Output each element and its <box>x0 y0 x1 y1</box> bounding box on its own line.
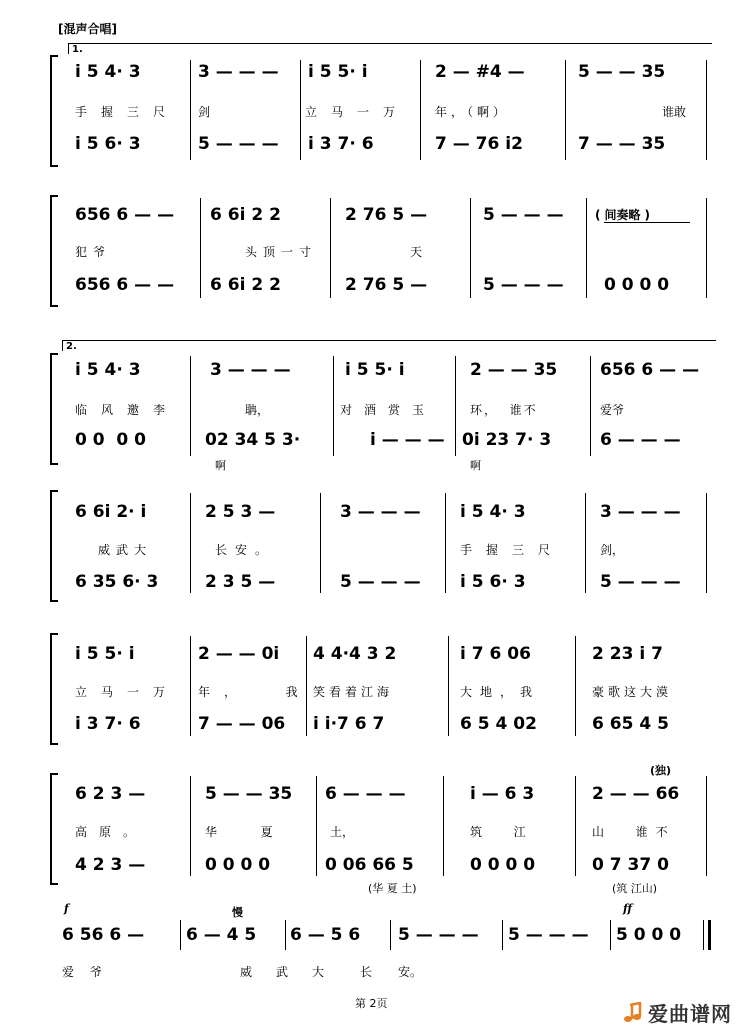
lower-note: (华 夏 土) <box>368 882 417 895</box>
lower-voice-measure: 2 3 5 — <box>205 572 276 592</box>
lower-voice-measure: 6 6i 2 2 <box>210 275 281 295</box>
barline <box>565 60 566 160</box>
dynamic-fortissimo: ff <box>623 902 633 915</box>
upper-voice-measure: 5 — — 35 <box>578 62 666 82</box>
lyric-line: 高原。 <box>75 825 148 839</box>
lower-voice-measure: 7 — — 35 <box>578 134 666 154</box>
lower-voice-measure: 5 — — — <box>340 572 421 592</box>
barline <box>300 60 301 160</box>
lower-voice-measure: 0i 23 7· 3 <box>462 430 552 450</box>
lyric-line: 年， 我 <box>198 685 312 699</box>
upper-voice-measure: i 5 5· i <box>75 644 135 664</box>
lower-voice-measure: 0 0 0 0 <box>604 275 670 295</box>
lyric-line: 年，（啊） <box>435 105 510 119</box>
lower-note: (筑 江山) <box>612 882 658 895</box>
aah-note: 啊 <box>215 459 226 472</box>
lyric-line: 立马一万 <box>75 685 180 699</box>
lyric-line: 威武大 <box>98 543 153 557</box>
lyric-line: 剑， <box>600 543 625 557</box>
lyric-line: 立马一万 <box>305 105 410 119</box>
barline <box>585 493 586 593</box>
upper-voice-measure: 5 — — 35 <box>205 784 293 804</box>
barline <box>190 776 191 876</box>
lyric-line: 剑 <box>198 105 211 119</box>
lyric-line: 长 <box>360 965 373 979</box>
lyric-line: 环， 谁不 <box>470 403 538 417</box>
lower-voice-measure: 4 2 3 — <box>75 855 146 875</box>
lower-voice-measure: 2 76 5 — <box>345 275 428 295</box>
lower-voice-measure: 02 34 5 3· <box>205 430 301 450</box>
final-measure: 6 — 4 5 <box>186 925 257 945</box>
upper-voice-measure: 3 — — — <box>600 502 681 522</box>
upper-voice-measure: i 5 4· 3 <box>460 502 526 522</box>
lower-voice-measure: 6 65 4 5 <box>592 714 669 734</box>
upper-voice-measure: 2 — — 0i <box>198 644 280 664</box>
barline <box>706 198 707 298</box>
logo-text: 爱曲谱网 <box>648 1002 732 1026</box>
lyric-line: 山 谁不 <box>592 825 676 839</box>
upper-voice-measure: i 5 5· i <box>345 360 405 380</box>
lower-voice-measure: i — — — <box>370 430 445 450</box>
lyric-line: 临风邀李 <box>75 403 180 417</box>
barline <box>445 493 446 593</box>
upper-voice-measure: 2 — — 66 <box>592 784 680 804</box>
staff-bracket <box>50 55 58 167</box>
lower-voice-measure: 0 7 37 0 <box>592 855 669 875</box>
barline <box>610 920 611 950</box>
barline <box>190 636 191 736</box>
staff-bracket <box>50 195 58 307</box>
staff-bracket <box>50 353 58 465</box>
barline <box>420 60 421 160</box>
lower-voice-measure: 0 06 66 5 <box>325 855 414 875</box>
final-measure: 6 — 5 6 <box>290 925 361 945</box>
barline <box>200 198 201 298</box>
barline <box>586 198 587 298</box>
lyric-line: 手握三尺 <box>75 105 180 119</box>
staff-bracket <box>50 633 58 745</box>
site-logo <box>622 998 732 1027</box>
lower-voice-measure: 0 0 0 0 <box>205 855 271 875</box>
music-note-icon <box>622 1002 644 1024</box>
upper-voice-measure: 3 — — — <box>340 502 421 522</box>
barline <box>706 493 707 593</box>
upper-voice-measure: i 5 4· 3 <box>75 360 141 380</box>
lyric-line: 威武大 <box>240 965 349 979</box>
volta-first: 1. <box>68 43 712 54</box>
lyric-line: 大地，我 <box>460 685 541 699</box>
staff-bracket <box>50 490 58 602</box>
upper-voice-measure: i — 6 3 <box>470 784 535 804</box>
lower-voice-measure: 0 0 0 0 <box>470 855 536 875</box>
lower-voice-measure: 6 35 6· 3 <box>75 572 159 592</box>
lyric-line: 手握三尺 <box>460 543 565 557</box>
upper-voice-measure: 2 — #4 — <box>435 62 525 82</box>
barline <box>333 356 334 456</box>
lyric-line: 头顶一寸 <box>245 245 318 259</box>
barline <box>316 776 317 876</box>
barline <box>575 776 576 876</box>
lower-voice-measure: i 3 7· 6 <box>308 134 374 154</box>
upper-voice-measure: 6 2 3 — <box>75 784 146 804</box>
lyric-line: 筑 江 <box>470 825 534 839</box>
lyric-line: 笑看着江海 <box>313 685 394 699</box>
lower-voice-measure: 0 0 0 0 <box>75 430 146 450</box>
upper-voice-measure: 6 — — — <box>325 784 406 804</box>
barline <box>390 920 391 950</box>
barline <box>180 920 181 950</box>
final-measure: 5 0 0 0 <box>616 925 682 945</box>
upper-voice-measure: 3 — — — <box>198 62 279 82</box>
lower-voice-measure: 5 — — — <box>198 134 279 154</box>
upper-voice-measure: 2 23 i 7 <box>592 644 663 664</box>
barline <box>448 636 449 736</box>
barline <box>706 60 707 160</box>
aah-note: 啊 <box>470 459 481 472</box>
barline <box>285 920 286 950</box>
lyric-line: 谁敢 <box>662 105 687 119</box>
lyric-line: 长安。 <box>215 543 276 557</box>
lower-voice-measure: 6 5 4 02 <box>460 714 537 734</box>
final-measure: 6 56 6 — <box>62 925 145 945</box>
upper-voice-measure: i 5 5· i <box>308 62 368 82</box>
upper-voice-measure: 4 4·4 3 2 <box>313 644 397 664</box>
lower-voice-measure: 7 — 76 i2 <box>435 134 523 154</box>
upper-voice-measure: 5 — — — <box>483 205 564 225</box>
upper-voice-measure: i 5 4· 3 <box>75 62 141 82</box>
final-barline <box>703 920 711 950</box>
barline <box>455 356 456 456</box>
lower-voice-measure: i i·7 6 7 <box>313 714 385 734</box>
barline <box>590 356 591 456</box>
section-label: [混声合唱] <box>58 22 117 36</box>
page-number: 第 2页 <box>355 997 388 1010</box>
lower-voice-measure: i 3 7· 6 <box>75 714 141 734</box>
lyric-line: 天 <box>410 245 423 259</box>
barline <box>575 636 576 736</box>
volta-second: 2. <box>62 340 716 351</box>
staff-bracket <box>50 773 58 885</box>
barline <box>443 776 444 876</box>
upper-voice-measure: 2 5 3 — <box>205 502 276 522</box>
lyric-line: 爱 爷 <box>62 965 108 979</box>
lower-voice-measure: 5 — — — <box>600 572 681 592</box>
upper-voice-measure: 2 — — 35 <box>470 360 558 380</box>
barline <box>190 493 191 593</box>
lyric-line: 对酒赏玉 <box>340 403 437 417</box>
barline <box>190 356 191 456</box>
upper-voice-measure: 2 76 5 — <box>345 205 428 225</box>
lower-voice-measure: 656 6 — — <box>75 275 175 295</box>
solo-mark: (独) <box>650 764 672 777</box>
barline <box>330 198 331 298</box>
barline <box>190 60 191 160</box>
lyric-line: 聃， <box>245 403 270 417</box>
lower-voice-measure: i 5 6· 3 <box>460 572 526 592</box>
lyric-line: 犯爷 <box>75 245 112 259</box>
barline <box>502 920 503 950</box>
barline <box>320 493 321 593</box>
lower-voice-measure: i 5 6· 3 <box>75 134 141 154</box>
tempo-slow: 慢 <box>232 906 243 919</box>
upper-voice-measure: 6 6i 2· i <box>75 502 147 522</box>
barline <box>470 198 471 298</box>
interlude-note: ( 间奏略 ) <box>595 208 650 222</box>
lower-voice-measure: 6 — — — <box>600 430 681 450</box>
dynamic-forte: f <box>64 902 69 915</box>
upper-voice-measure: 656 6 — — <box>600 360 700 380</box>
upper-voice-measure: i 7 6 06 <box>460 644 531 664</box>
lyric-line: 华 夏 <box>205 825 285 839</box>
upper-voice-measure: 3 — — — <box>210 360 291 380</box>
final-measure: 5 — — — <box>508 925 589 945</box>
upper-voice-measure: 6 6i 2 2 <box>210 205 281 225</box>
barline <box>706 776 707 876</box>
lyric-line: 土， <box>330 825 355 839</box>
lower-voice-measure: 7 — — 06 <box>198 714 286 734</box>
interlude-line <box>604 222 690 223</box>
lyric-line: 爱爷 <box>600 403 625 417</box>
final-measure: 5 — — — <box>398 925 479 945</box>
lyric-line: 安。 <box>398 965 423 979</box>
lower-voice-measure: 5 — — — <box>483 275 564 295</box>
lyric-line: 豪歌这大漠 <box>592 685 673 699</box>
upper-voice-measure: 656 6 — — <box>75 205 175 225</box>
